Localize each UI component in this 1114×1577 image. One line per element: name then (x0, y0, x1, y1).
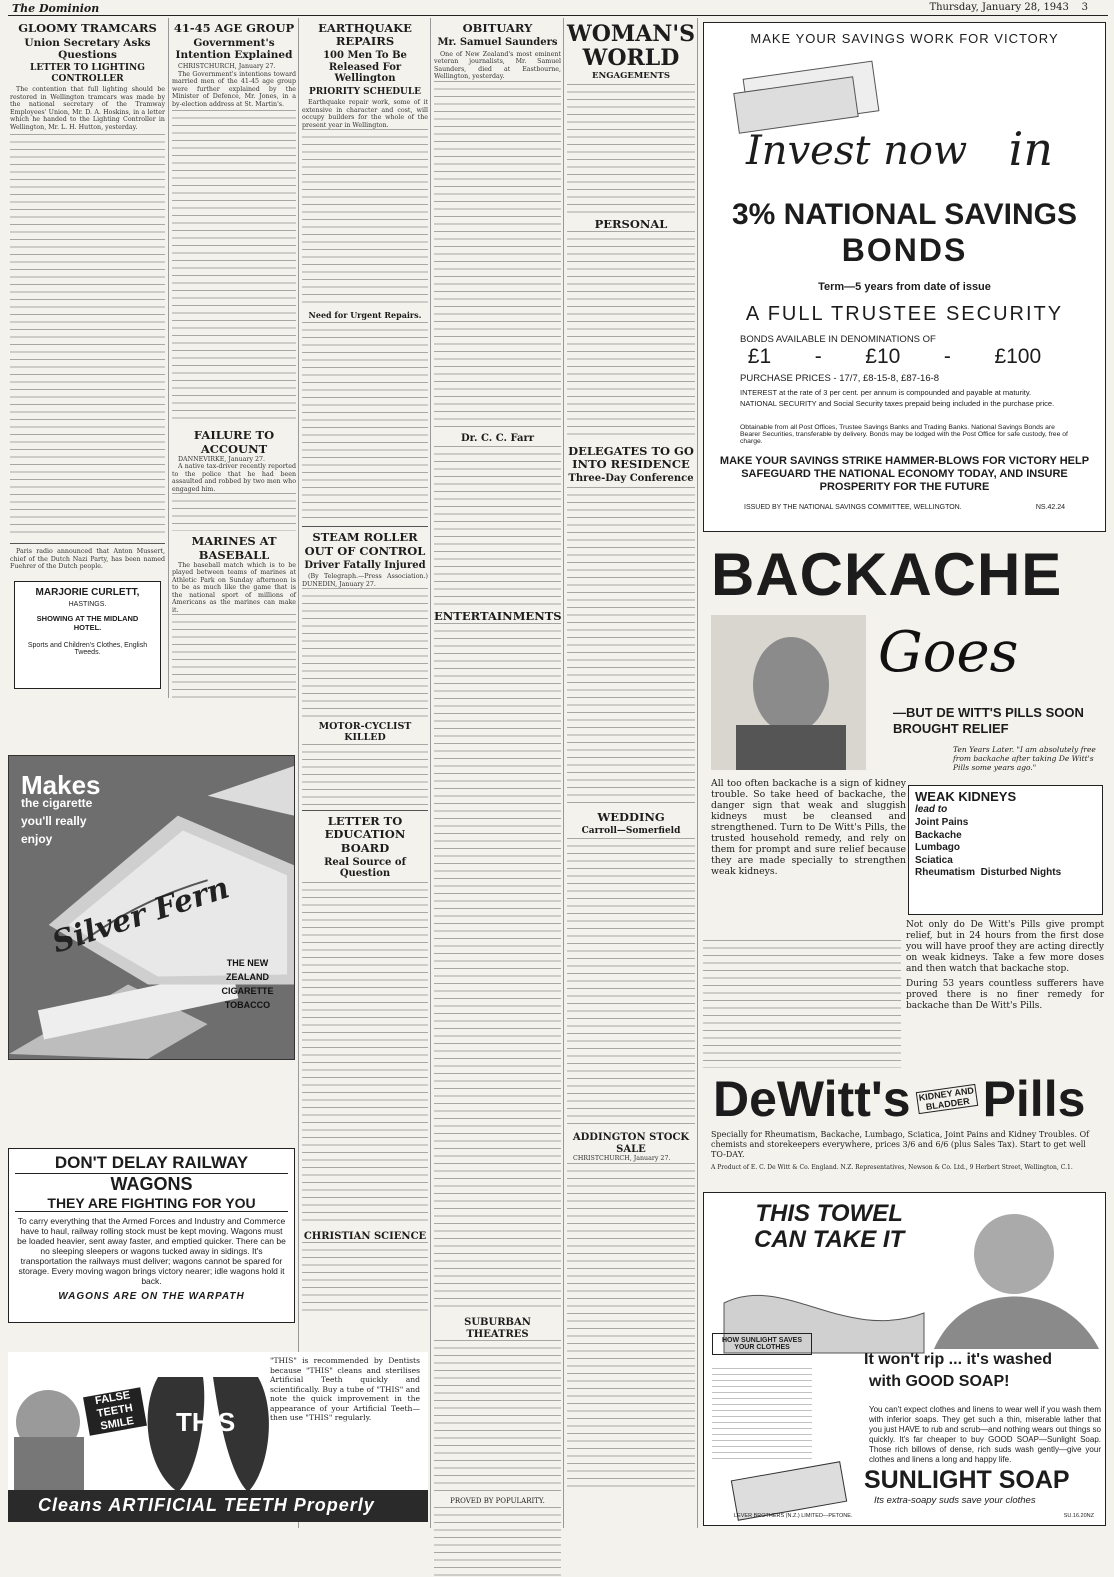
issue-date: Thursday, January 28, 1943 3 (929, 2, 1088, 13)
soap-bar-illustration (729, 1461, 849, 1521)
subhead: LETTER TO LIGHTING CONTROLLER (30, 63, 145, 84)
womans-world-heading: WOMAN'S WORLD (567, 21, 696, 71)
column-rule (168, 18, 169, 698)
weak-kidneys-box: WEAK KIDNEYS lead to Joint Pains Backache Lumbago Sciatica Rheumatism Disturbed Nights (908, 785, 1103, 915)
column-rule (697, 18, 698, 1528)
article-body: The contention that full lighting should be restored in Wellington tramcars was made by the national secretary of the Tramway Employees' Union, Mr. D. A. Hoskins, in a letter which he handed to the Lighting Controller in Wellington, Mr. L. H. Hutton, yesterday. (10, 86, 165, 131)
dewitts-pills-ad: BACKACHE Goes —BUT DE WITT'S PILLS SOON BROUGHT RELIEF Ten Years Later. "I am absolutely free from backache after taking De Witt's Pills some years ago." All too often backache is a sign of kidney trouble. So take heed of backache, the danger sign that weak and sluggish kidneys must be cleansed and strengthened. Turn to De Witt's Pills, the trusted household remedy, and rely on them for prompt and sure relief because they are made specially to strengthen weak kidneys. WEAK KIDNEYS lead to Joint Pains Backache Lumbago Sciatica Rheumatism Disturbed Nights (703, 540, 1106, 940)
newspaper-title: The Dominion (12, 2, 100, 15)
child-with-towel-illustration (924, 1199, 1104, 1349)
dewitts-brand: DeWitt's (713, 1071, 911, 1127)
column-rule (430, 18, 431, 1528)
column-2: 41-45 AGE GROUP Government's Intention Explained CHRISTCHURCH, January 27. The Government's intentions toward married men of the 41-45 age group were further explained by the Minister of Defence, Mr. Jones, in a by-election address at St. Martin's. FAILURE TO ACCOUNT DANNEVIRKE, January 27. A native tax-driver recently reported to the police that he had been assaulted and robbed by two men who engaged him. MARINES AT BASEBALL The baseball match which is to be played between teams of marines at Athletic Park on Sunday afternoon is to be as much like the game that is the national sport of millions of Americans as the marines can make it. (172, 18, 296, 648)
article-body: Paris radio announced that Anton Mussert, chief of the Dutch Nazi Party, has been named Fuehrer of the Dutch people. (10, 548, 165, 571)
column-4: OBITUARY Mr. Samuel Saunders One of New Zealand's most eminent veteran journalists, Mr. Samuel Saunders, died at Eastbourne, Wellington, yesterday. Dr. C. C. Farr ENTERTAINMENTS SUBURBAN THEATRES PROVED BY POPULARITY. (434, 18, 561, 1528)
sunlight-brand: SUNLIGHT SOAP (864, 1466, 1070, 1494)
silver-fern-ad: Makes the cigarette you'll really enjoy Silver Fern THE NEW ZEALAND CIGARETTE TOBACCO (8, 755, 295, 1060)
headline-gloomy-tramcars: GLOOMY TRAMCARS (18, 21, 157, 35)
masthead (8, 0, 1108, 16)
man-portrait-illustration (711, 615, 866, 770)
national-savings-bonds-ad: MAKE YOUR SAVINGS WORK FOR VICTORY Invest now in 3% NATIONAL SAVINGS BONDS Term—5 years from date of issue A FULL TRUSTEE SECURITY BONDS AVAILABLE IN DENOMINATIONS OF £1 - £10 - £100 PURCHASE PRICES - 17/7, £8-15-8, £87-16-8 INTEREST at the rate of 3 per cent. per annum is compounded and payable at maturity. NATIONAL SECURITY and Social Security taxes prepaid being included in the purchase price. Obtainable from all Post Offices, Trustee Savings Banks and Trading Banks. National Savings Bonds are Bearer Securities, transferable by delivery. Bonds may be lodged with the Post Office for safe custody, free of charge. MAKE YOUR SAVINGS STRIKE HAMMER-BLOWS FOR VICTORY HELP SAFEGUARD THE NATIONAL ECONOMY TODAY, AND INSURE PROSPERITY FOR THE FUTURE ISSUED BY THE NATIONAL SAVINGS COMMITTEE, WELLINGTON. NS.42.24 (703, 22, 1106, 532)
curlett-ad: MARJORIE CURLETT, HASTINGS. SHOWING AT THE MIDLAND HOTEL. Sports and Children's Clothes, English Tweeds. (14, 581, 161, 689)
railway-wagons-ad: DON'T DELAY RAILWAY WAGONS THEY ARE FIGHTING FOR YOU To carry everything that the Armed Forces and Industry and Commerce have to haul, railway rolling stock must be kept moving. Wagons must be loaded heavier, sent away faster, and emptied quicker. There can be no sleeping sleepers or wagons tucked away in sidings. It's transportation the railways must deliver; wagons cannot be spared for storage. Every moving wagon brings victory nearer; idle wagons hold it back. WAGONS ARE ON THE WARPATH (8, 1148, 295, 1323)
column-rule (563, 18, 564, 1528)
article-text-lines (10, 134, 165, 539)
sunlight-soap-ad: THIS TOWEL CAN TAKE IT HOW SUNLIGHT SAVES YOUR CLOTHES It won't rip ... it's washed with GOOD SOAP! You can't expect clothes and linens to wear well if you wash them with inferior soaps. They get such a thin, miserable lather that you just HAVE to rub and scrub—and nothing wears out things so quickly. It's far cheaper to buy GOOD SOAP—Sunlight Soap. Those rich billows of dense, rich suds wash gently—give your clothes and linens a long and happy life. SUNLIGHT SOAP Its extra-soapy suds save your clothes LEVER BROTHERS (N.Z.) LIMITED—PETONE. SU.16.20NZ (703, 1192, 1106, 1526)
subhead: Union Secretary Asks Questions (24, 37, 151, 62)
bond-certificate-image (736, 60, 886, 130)
column-rule (298, 18, 299, 1528)
this-denture-ad: FALSE TEETH SMILE THIS "THIS" is recommended by Dentists because "THIS" cleans and sterilises Artificial Teeth quickly and scientifically. Buy a tube of "THIS" and note the quick improvement in the appearance of your Artificial Teeth—then use "THIS" regularly. Cleans ARTIFICIAL TEETH Properly (8, 1352, 428, 1522)
silver-fern-brand: Silver Fern (48, 870, 234, 961)
column-1 (10, 18, 165, 656)
column-5: WOMAN'S WORLD ENGAGEMENTS PERSONAL DELEGATES TO GO INTO RESIDENCE Three-Day Conference WEDDING Carroll—Somerfield ADDINGTON STOCK SALE CHRISTCHURCH, January 27. (567, 18, 695, 1528)
column-3: EARTHQUAKE REPAIRS 100 Men To Be Released For Wellington PRIORITY SCHEDULE Earthquake repair work, some of it extensive in character and cost, will occupy builders for the whole of the present year in Wellington. Need for Urgent Repairs. STEAM ROLLER OUT OF CONTROL Driver Fatally Injured (By Telegraph.—Press Association.) DUNEDIN, January 27. MOTOR-CYCLIST KILLED LETTER TO EDUCATION BOARD Real Source of Question CHRISTIAN SCIENCE (302, 18, 428, 1348)
